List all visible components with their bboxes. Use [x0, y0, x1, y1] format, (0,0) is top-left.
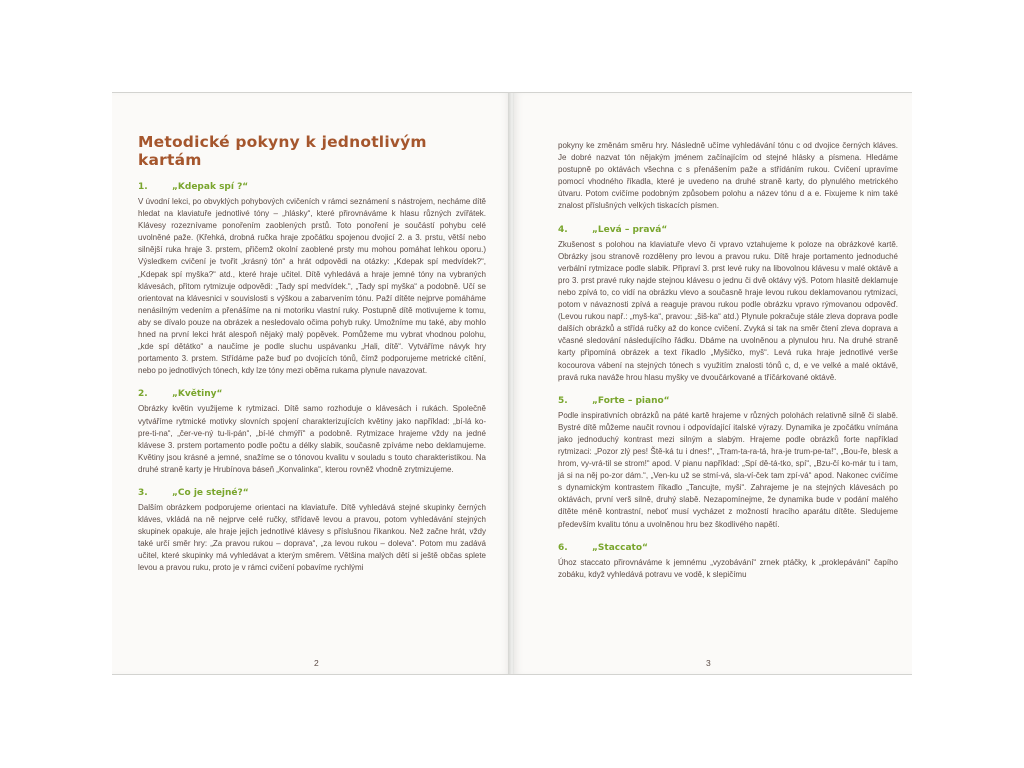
section-body: Dalším obrázkem podporujeme orientaci na klaviatuře. Dítě vyhledává stejné skupinky černých kláves, vkládá na ně nejprve celé ručky, střídavě levou a pravou, potom vyhledávání stejných skupinek opakuje, ale hraje jejich jednotlivé klávesy s příslušnou říkankou. Než začne hrát, vždy také určí směr hry: „Za pravou rukou – doprava“, „za levou rukou – doleva“. Potom mu zadává učitel, které skupinky má vyhledávat a kterým směrem. Většina malých dětí si ještě občas splete levou a pravou ruku, proto je v rámci cvičení pobavíme rychlými [138, 502, 486, 573]
section-heading [138, 182, 486, 194]
section-title: „Květiny“ [172, 389, 223, 400]
section-body: Úhoz staccato přirovnáváme k jemnému „vyzobávání“ zrnek ptáčky, k „proklepávání“ čapího zobáku, když vyhledává potravu ve vodě, k slepičímu [558, 557, 898, 579]
page-title: Metodické pokyny k jednotlivým kartám [138, 133, 427, 169]
left-page [112, 93, 510, 674]
section-title: „Forte – piano“ [592, 395, 670, 406]
right-page [514, 93, 912, 674]
section-co-je-stejne [138, 488, 486, 575]
section-kdepak-spi [138, 182, 486, 377]
page-number: 3 [706, 658, 711, 668]
section-heading [138, 488, 486, 500]
section-title: „Co je stejné?“ [172, 487, 249, 498]
section-body: Podle inspirativních obrázků na páté kartě hrajeme v různých polohách relativně silně či slabě. Bystré dítě můžeme naučit rovnou i odpovídající italské výrazy. Dynamika je zpočátku vnímána jako jednoduchý kontrast mezi silným a slabým. Hrajeme podle obrázků forte například rytmizaci: „Pozor zlý pes! Ště-ká tu i dnes!“, „Tram-ta-ra-tá, hra-je trum-pe-ta!“, „Bou-ře, blesk a hrom, vy-vrá-til se strom!“ apod. V pianu například: „Spí dě-tá-tko, spí“, „Bzu-čí ko-már tu i tam, já si na něj po-zor dám.“, „Ven-ku už se stmí-vá, sla-ví-ček tam zpí-vá“ apod. Nakonec cvičíme s dynamickým kontrastem říkadlo „Tancujte, myši“. Zahrajeme je na stejných klávesách po oktávách, první verš silně, druhý slabě. Nezapomínejme, že dynamika bude v podání malého dítěte méně kontrastní, neboť musí vycházet z možností hracího aparátu dítěte. Sledujeme především kvalitu tónu a uvolněnou hru bez škodlivého napětí. [558, 410, 898, 529]
section-heading [558, 396, 898, 408]
section-forte-piano [558, 396, 898, 531]
right-page-content [558, 140, 898, 593]
section-title: „Kdepak spí ?“ [172, 182, 249, 192]
section-body: Zkušenost s polohou na klaviatuře vlevo či vpravo vztahujeme k poloze na obrázkové kartě. Obrázky jsou stranově rozděleny pro levou a pravou ruku. Dítě hraje portamento jednoduché verbální rytmizace podle slabik. Připraví 3. prst levé ruky na libovolnou klávesu v malé oktávě a pro 3. prst pravé ruky najde stejnou klávesu o jednu či dvě oktávy výš. Potom hlasitě deklamuje nebo zpívá to, co vidí na obrázku vlevo a současně hraje levou rukou deklamovanou rytmizaci, potom v návaznosti zpívá a reaguje pravou rukou podle obrázku vpravo rýmovanou odpověď. (Levou rukou např.: „myš-ka“, pravou: „šiš-ka“ atd.) Plynule pokračuje stále zleva doprava podle dalších obrázků a střídá ručky až do konce cvičení. Zvyká si tak na směr čtení zleva doprava a včasné sledování následujícího řádku. Dbáme na uvolněnou a plynulou hru. Na druhé straně karty připomíná obrázek a text říkadlo „Myšičko, myš“. Levá ruka hraje jednotlivé verše kocourova vábení na stejných tónech s využitím znalosti tónů c, d, e ve velké a malé oktávě, pravá ruka naváže hrou hlasu myšky ve dvoučárkované a tříčárkované oktávě. [558, 239, 898, 382]
section-heading [558, 225, 898, 237]
page-number: 2 [314, 658, 319, 668]
section-number: 1. [138, 182, 148, 192]
section-body: Obrázky květin využijeme k rytmizaci. Dítě samo rozhoduje o klávesách i rukách. Společně vytváříme rytmické motivky slovních spojení charakterizujících květiny jako například: „bí-lá ko-pre-ti-na“, „čer-ve-ný tu-li-pán“, „bí-lé chmýří“ a podobně. Rytmizace hrajeme vždy na jedné klávese 3. prstem portamento podle počtu a délky slabik, současně zpíváme nebo deklamujeme. Květiny jsou krásné a jemné, snažíme se o tónovou kvalitu v souladu s touto charakteristikou. Na druhé straně karty je Hrubínova báseň „Konvalinka“, kterou rovněž vhodně zrytmizujeme. [138, 404, 486, 474]
section-staccato [558, 543, 898, 581]
section-continued [558, 140, 898, 213]
section-number: 6. [558, 542, 568, 553]
book-spread [112, 92, 912, 675]
section-number: 4. [558, 224, 568, 235]
section-leva-prava [558, 225, 898, 384]
section-number: 5. [558, 395, 568, 406]
section-number: 2. [138, 389, 148, 400]
section-title: „Levá – pravá“ [592, 224, 668, 235]
continued-text: pokyny ke změnám směru hry. Následně učíme vyhledávání tónu c od dvojice černých kláves. Je dobré nazvat tón nějakým jménem začínajícím od stejné hlásky a písmena. Hledáme postupně po oktávách všechna c s přenášením paže a střídáním rukou. Cvičení upravíme pomocí vhodného říkadla, které je uvedeno na druhé straně karty, do plynulého metrického útvaru. Potom cvičíme podobným způsobem polohu a název tónu d a e. Fixujeme k nim také znalost příslušných velkých tiskacích písmen. [558, 141, 898, 211]
left-page-content [138, 133, 486, 587]
section-kvetiny [138, 389, 486, 476]
section-heading [558, 543, 898, 555]
section-number: 3. [138, 487, 148, 498]
section-body: V úvodní lekci, po obvyklých pohybových cvičeních v rámci seznámení s nástrojem, necháme dítě hledat na klaviatuře jednotlivé tóny – „hlásky“, které přirovnáváme k hlasu různých zvířátek. Klávesy rozeznívame ponořením zaoblených prstů. Toto ponoření je součástí pohybu celé uvolněné paže. (Křehká, drobná ručka hraje zpočátku spojenou dvojicí 2. a 3. prstu, větší nebo silnější ruka hraje 3. prstem, přičemž okolní zaoblené prsty mu mohou pomáhat lehkou oporu.) Výsledkem cvičení je tvořit „krásný tón“ a hrát odpovědi na otázky: „Kdepak spí medvídek?“, „Kdepak spí myška?“ atd., které hraje učitel. Dítě vyhledává a hraje jemné tóny na vybraných klávesách, přitom rytmizuje odpovědi: „Tady spí medvídek.“, „Tady spí myška“ a podobně. Učí se orientovat na klávesnici v souvislosti s výškou a zabarvením tónu. Paží dítěte nejprve pomáháme nenásilným vedením a přenášíme na ni motoriku vlastní ruky. Postupně dítě motivujeme k tomu, aby se dívalo pouze na obrázek a nesledovalo očima pohyb ruky. Umožníme mu také, aby mohlo hned na první lekci hrát alespoň nějaký malý popěvek. Pomůžeme mu vybrat vhodnou polohu, „kde spí dětátko“ a naučíme je podle sluchu uspávanku „Hali, dítě“. Vytváříme návyk hry portamento 3. prstem. Střídáme paže buď po dvojicích tónů, čímž podporujeme metrické cítění, nebo po jednotlivých tónech, kdy lze tóny mezi oběma rukama plynule navazovat. [138, 197, 486, 376]
section-heading [138, 389, 486, 401]
section-title: „Staccato“ [592, 542, 648, 553]
